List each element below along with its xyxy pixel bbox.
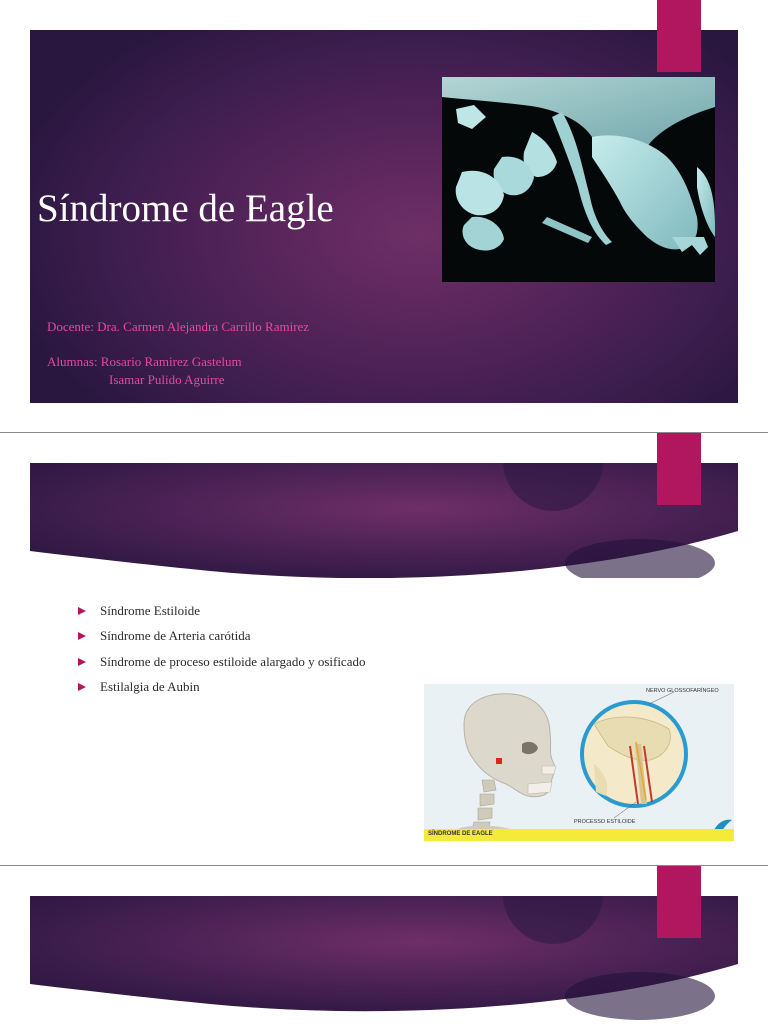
- students-line-2: Isamar Pulido Aguirre: [109, 372, 225, 387]
- label-process: PROCESSO ESTILOIDE: [574, 819, 636, 825]
- list-item: Síndrome Estiloide: [78, 598, 365, 624]
- highlight-marker: [496, 758, 502, 764]
- label-nerve: NERVO GLOSSOFARÍNGEO: [646, 688, 719, 694]
- teacher-line: Docente: Dra. Carmen Alejandra Carrillo Ramirez: [47, 319, 310, 334]
- caption-bar: [424, 829, 734, 841]
- caption-text: SÍNDROME DE EAGLE: [428, 831, 493, 837]
- bullet-arrow-icon: [78, 607, 86, 615]
- bullet-arrow-icon: [78, 658, 86, 666]
- header-banner: [30, 463, 738, 578]
- skull-diagram: [424, 684, 734, 841]
- slide-title: Síndrome de Eagle: [37, 187, 334, 230]
- students-line-1: Alumnas: Rosario Ramirez Gastelum: [47, 354, 242, 369]
- accent-tab: [657, 866, 701, 938]
- list-item: Síndrome de proceso estiloide alargado y osificado: [78, 649, 365, 675]
- slide-1: [0, 0, 768, 432]
- bullet-list: [78, 598, 365, 700]
- eagle-syndrome-illustration: [424, 684, 734, 841]
- slide-3: [0, 866, 768, 1024]
- bullet-arrow-icon: [78, 683, 86, 691]
- header-banner: [30, 896, 738, 1024]
- skull-3d-scan: [442, 77, 715, 282]
- list-item: Estilalgia de Aubin: [78, 675, 365, 701]
- slide-2: [0, 433, 768, 865]
- bullet-arrow-icon: [78, 632, 86, 640]
- list-item: Síndrome de Arteria carótida: [78, 624, 365, 650]
- xray-scan-image: [442, 77, 715, 282]
- accent-tab: [657, 433, 701, 505]
- accent-tab: [657, 0, 701, 72]
